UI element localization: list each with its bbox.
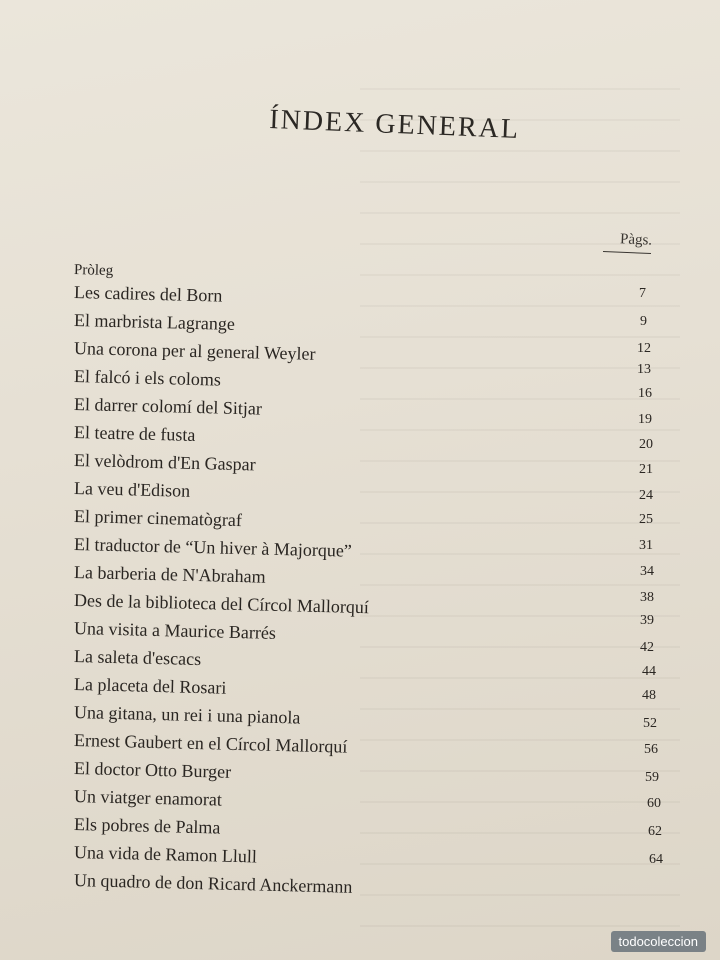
watermark-logo: todocoleccion: [611, 931, 707, 952]
toc-entry-title: El marbrista Lagrange: [73, 310, 236, 334]
table-of-contents: [74, 262, 674, 922]
toc-entry-title: Una vida de Ramon Llull: [73, 842, 258, 867]
toc-entry-page: 13: [637, 362, 651, 377]
toc-entry-page: 9: [640, 314, 647, 329]
page-title: ÍNDEX GENERAL: [268, 104, 521, 146]
toc-entry-title: Pròleg: [73, 262, 114, 279]
toc-entry-title: La veu d'Edison: [73, 478, 191, 501]
toc-entry-title: Un viatger enamorat: [73, 786, 223, 810]
toc-entry-page: 64: [649, 852, 663, 867]
page-column-label: Pàgs.: [619, 231, 653, 249]
toc-entry-title: El falcó i els coloms: [73, 366, 222, 390]
toc-entry-page: 48: [642, 688, 656, 703]
toc-entry-title: Els pobres de Palma: [73, 814, 221, 838]
toc-entry-title: El traductor de “Un hiver à Majorque”: [73, 534, 353, 561]
toc-entry-page: 21: [639, 462, 653, 477]
toc-entry-title: El darrer colomí del Sitjar: [73, 394, 263, 419]
toc-entry-title: El primer cinematògraf: [73, 506, 243, 531]
toc-entry-page: 38: [640, 590, 654, 605]
toc-entry-page: 24: [639, 488, 653, 503]
toc-entry-page: 31: [639, 538, 653, 553]
toc-entry-title: Des de la biblioteca del Círcol Mallorquí: [73, 590, 370, 618]
toc-entry-page: 20: [639, 437, 653, 452]
toc-entry-title: El doctor Otto Burger: [73, 758, 232, 782]
toc-entry-page: 42: [640, 640, 654, 655]
toc-entry-page: 12: [637, 341, 651, 356]
toc-entry-title: Ernest Gaubert en el Círcol Mallorquí: [73, 730, 348, 757]
toc-entry-page: 62: [648, 824, 662, 839]
toc-entry-page: 34: [640, 564, 654, 579]
toc-entry-title: La barberia de N'Abraham: [73, 562, 266, 587]
toc-entry-page: 60: [647, 796, 661, 811]
toc-entry-title: El teatre de fusta: [73, 422, 196, 445]
toc-entry-title: El velòdrom d'En Gaspar: [73, 450, 256, 475]
toc-entry-page: 44: [642, 664, 656, 679]
toc-entry-page: 7: [639, 286, 646, 301]
toc-entry-title: Un quadro de don Ricard Anckermann: [73, 870, 353, 897]
toc-entry-page: 56: [644, 742, 658, 757]
toc-entry-page: 25: [639, 512, 653, 527]
toc-entry-title: La saleta d'escacs: [73, 646, 202, 670]
toc-entry-page: 59: [645, 770, 659, 785]
toc-entry-title: Una gitana, un rei i una pianola: [73, 702, 301, 728]
toc-entry-title: Les cadires del Born: [73, 282, 223, 306]
toc-entry-title: Una visita a Maurice Barrés: [73, 618, 277, 643]
toc-entry-page: 52: [643, 716, 657, 731]
toc-entry-title: Una corona per al general Weyler: [73, 338, 316, 364]
toc-entry-page: 19: [638, 412, 652, 427]
toc-entry-page: 39: [640, 613, 654, 628]
toc-entry-title: La placeta del Rosari: [73, 674, 227, 698]
toc-entry-page: 16: [638, 386, 652, 401]
